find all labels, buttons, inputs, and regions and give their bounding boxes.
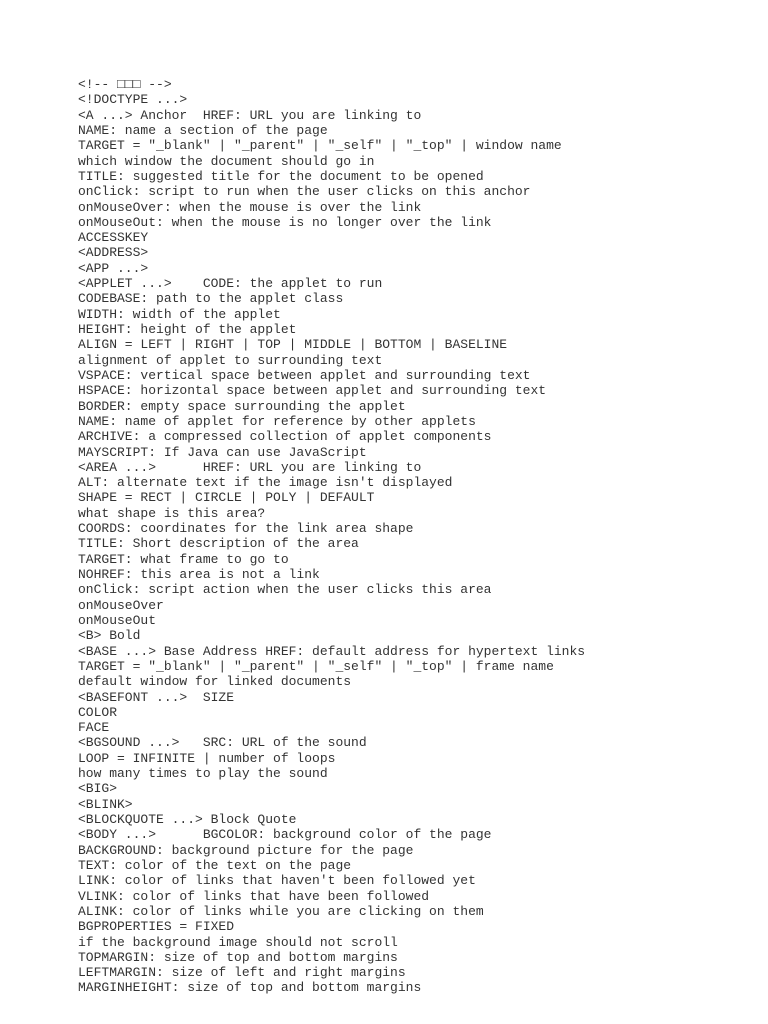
text-line: TARGET: what frame to go to	[78, 551, 289, 567]
text-line: COLOR	[78, 704, 118, 720]
text-line: NAME: name a section of the page	[78, 122, 328, 138]
text-line: how many times to play the sound	[78, 766, 328, 782]
text-line: MAYSCRIPT: If Java can use JavaScript	[78, 444, 367, 460]
text-line: <BLINK>	[78, 796, 133, 812]
text-line: BACKGROUND: background picture for the page	[78, 842, 414, 858]
text-line: onMouseOver: when the mouse is over the link	[78, 199, 422, 215]
text-line: LEFTMARGIN: size of left and right margins	[78, 965, 406, 981]
text-line: VSPACE: vertical space between applet and surrounding text	[78, 367, 531, 383]
text-line: <BLOCKQUOTE ...> Block Quote	[78, 812, 297, 827]
text-line: onMouseOver	[78, 597, 164, 613]
text-line: <BASEFONT ...> SIZE	[78, 689, 235, 705]
text-line: WIDTH: width of the applet	[78, 306, 281, 322]
text-line: ALINK: color of links while you are clicking on them	[78, 903, 484, 919]
text-line: if the background image should not scroll	[78, 934, 398, 950]
text-line: TITLE: suggested title for the document to be opened	[78, 168, 484, 184]
text-line: MARGINHEIGHT: size of top and bottom margins	[78, 980, 422, 996]
text-line: onMouseOut: when the mouse is no longer over the link	[78, 214, 492, 230]
text-line: default window for linked documents	[78, 674, 352, 690]
text-line: <APP ...>	[78, 260, 149, 276]
text-line: NOHREF: this area is not a link	[78, 567, 320, 582]
text-line: onClick: script to run when the user clicks on this anchor	[78, 184, 531, 200]
text-line: <BODY ...> BGCOLOR: background color of the page	[78, 827, 492, 843]
text-line: FACE	[78, 720, 110, 736]
text-line: HSPACE: horizontal space between applet and surrounding text	[78, 383, 547, 399]
document-text	[78, 77, 758, 996]
text-line: <APPLET ...> CODE: the applet to run	[78, 276, 383, 292]
text-line: ALIGN = LEFT | RIGHT | TOP | MIDDLE | BOTTOM | BASELINE	[78, 337, 508, 353]
text-line: NAME: name of applet for reference by other applets	[78, 413, 476, 429]
text-line: <!-- □□□ -->	[78, 77, 172, 92]
text-line: <BGSOUND ...> SRC: URL of the sound	[78, 735, 367, 751]
text-line: alignment of applet to surrounding text	[78, 352, 383, 368]
text-line: <AREA ...> HREF: URL you are linking to	[78, 459, 422, 475]
text-line: TEXT: color of the text on the page	[78, 857, 352, 873]
text-line: <ADDRESS>	[78, 245, 149, 261]
text-line: ARCHIVE: a compressed collection of applet components	[78, 429, 492, 445]
text-line: which window the document should go in	[78, 153, 375, 169]
text-line: TARGET = "_blank" | "_parent" | "_self" | "_top" | frame name	[78, 658, 554, 674]
text-line: ACCESSKEY	[78, 230, 149, 246]
text-line: <!DOCTYPE ...>	[78, 92, 188, 108]
text-line: TOPMARGIN: size of top and bottom margins	[78, 949, 398, 965]
text-line: <BIG>	[78, 781, 118, 797]
text-line: HEIGHT: height of the applet	[78, 322, 297, 337]
text-line: ALT: alternate text if the image isn't displayed	[78, 475, 453, 491]
text-line: BGPROPERTIES = FIXED	[78, 919, 235, 935]
text-line: LOOP = INFINITE | number of loops	[78, 750, 336, 766]
text-line: <B> Bold	[78, 628, 141, 644]
text-line: CODEBASE: path to the applet class	[78, 291, 344, 307]
text-line: SHAPE = RECT | CIRCLE | POLY | DEFAULT	[78, 490, 375, 506]
text-line: onClick: script action when the user clicks this area	[78, 582, 492, 598]
text-line: LINK: color of links that haven't been followed yet	[78, 873, 476, 889]
text-line: onMouseOut	[78, 612, 157, 628]
text-line: COORDS: coordinates for the link area shape	[78, 521, 414, 537]
text-line: TITLE: Short description of the area	[78, 536, 359, 552]
text-line: BORDER: empty space surrounding the applet	[78, 398, 406, 414]
text-line: VLINK: color of links that have been followed	[78, 888, 430, 904]
text-line: <BASE ...> Base Address HREF: default address for hypertext links	[78, 643, 586, 659]
text-line: TARGET = "_blank" | "_parent" | "_self" | "_top" | window name	[78, 138, 562, 154]
text-line: <A ...> Anchor HREF: URL you are linking to	[78, 107, 422, 123]
text-line: what shape is this area?	[78, 505, 266, 521]
